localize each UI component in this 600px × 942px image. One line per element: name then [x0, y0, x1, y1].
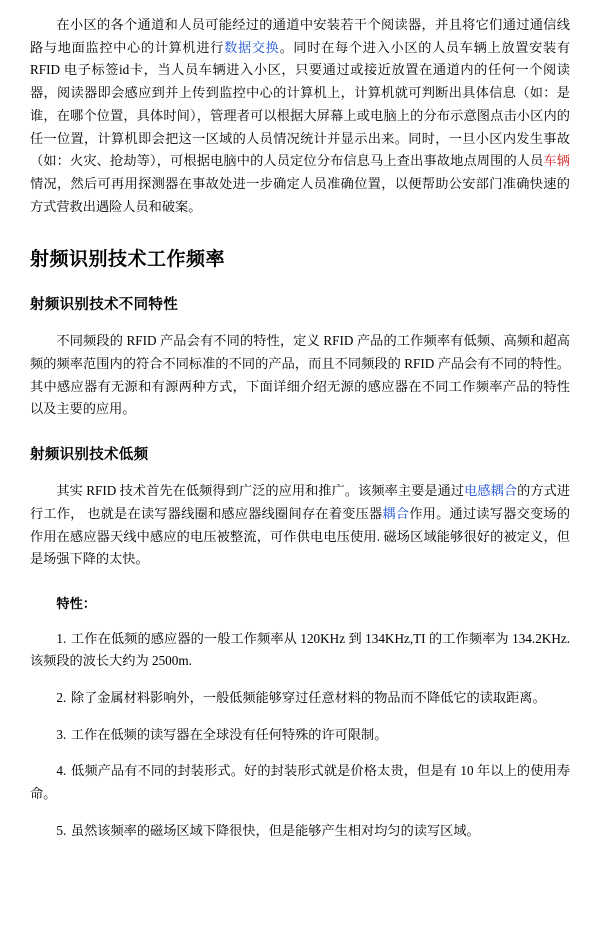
list-item-marker: 5.	[56, 822, 67, 838]
intro-text-part3: 情况，然后可再用探测器在事故处进一步确定人员准确位置，以便帮助公安部门准确快速的方式营救出遇险人员和破案。	[30, 175, 570, 214]
feature-list	[30, 628, 570, 843]
link-vehicle[interactable]: 车辆	[543, 153, 570, 169]
section-heading-rfid-frequency: 射频识别技术工作频率	[30, 249, 226, 271]
link-data-exchange[interactable]: 数据交换	[224, 39, 280, 55]
paragraph-low-frequency	[30, 480, 570, 571]
paragraph-characteristics: 不同频段的 RFID 产品会有不同的特性，定义 RFID 产品的工作频率有低频、高频和超高频的频率范围内的符合不同标准的不同的产品，而且不同频段的 RFID 产品会有不同的特性。其中感应器有无源和有源两种方式，下面详细介绍无源的感应器在不同工作频率产品的特性以及主要的应用。	[30, 333, 570, 417]
lf-text-part2: 的方式进行工作， 也就是在读写器线圈和感应器线圈间存在着变压器	[30, 483, 571, 521]
list-item	[30, 760, 570, 805]
subheading-rfid-characteristics: 射频识别技术不同特性	[30, 297, 178, 314]
list-item	[30, 687, 570, 710]
list-item-text: 工作在低频的读写器在全球没有任何特殊的许可限制。	[70, 726, 388, 742]
subheading-rfid-low-frequency: 射频识别技术低频	[30, 447, 149, 464]
list-item-text: 除了金属材料影响外，一般低频能够穿过任意材料的物品而不降低它的读取距离。	[70, 690, 546, 706]
intro-paragraph	[30, 14, 570, 218]
feature-label: 特性：	[56, 595, 96, 611]
list-item-marker: 2.	[56, 690, 67, 706]
list-item	[30, 628, 570, 673]
intro-text-part2: 。同时在每个进入小区的人员车辆上放置安装有 RFID 电子标签id卡，当人员车辆进入小区，只要通过或接近放置在通道内的任何一个阅读器，阅读器即会感应到并上传到监控中心的计算机上，计算机就可判断出具体信息（如：是谁，在哪个位置，具体时间），管理者可以根据大屏幕上或电脑上的分布示意图点击小区内的任一位置，计算机即会把这一区域的人员情况统计并显示出来。同时，一旦小区内发生事故（如：火灾、抢劫等），可根据电脑中的人员定位分布信息马上查出事故地点周围的人员	[30, 39, 571, 169]
link-coupling[interactable]: 耦合	[382, 505, 410, 521]
list-item-marker: 3.	[56, 726, 67, 742]
list-item-text: 低频产品有不同的封装形式。好的封装形式就是价格太贵，但是有 10 年以上的使用寿命。	[30, 763, 570, 802]
intro-text-part1: 在小区的各个通道和人员可能经过的通道中安装若干个阅读器，并且将它们通过通信线路与地面监控中心的计算机进行	[30, 17, 570, 55]
list-item-marker: 1.	[56, 630, 67, 646]
list-item-text: 虽然该频率的磁场区域下降很快，但是能够产生相对均匀的读写区域。	[70, 822, 480, 838]
lf-text-part1: 其实 RFID 技术首先在低频得到广泛的应用和推广。该频率主要是通过	[56, 483, 465, 499]
link-inductive-coupling[interactable]: 电感耦合	[464, 483, 518, 499]
list-item-text: 工作在低频的感应器的一般工作频率从 120KHz 到 134KHz,TI 的工作频率为 134.2KHz. 该频段的波长大约为 2500m.	[30, 630, 570, 669]
list-item	[30, 820, 570, 843]
lf-text-part3: 作用。通过读写器交变场的作用在感应器天线中感应的电压被整流，可作供电电压使用. 磁场区域能够很好的被定义，但是场强下降的太快。	[30, 505, 571, 567]
list-item-marker: 4.	[56, 763, 67, 779]
list-item	[30, 724, 570, 747]
